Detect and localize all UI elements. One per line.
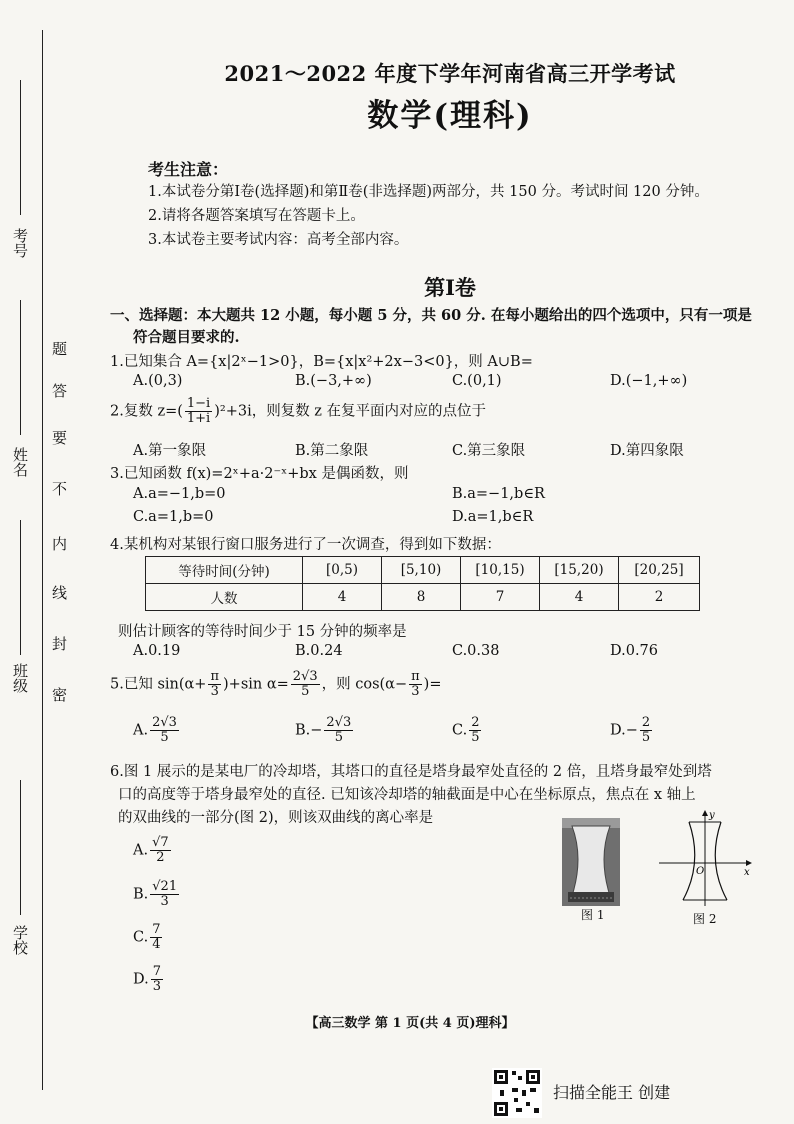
table-cell: [10,15) [461, 557, 540, 584]
frac-den: 5 [641, 730, 651, 745]
q2-fraction [185, 397, 212, 426]
q2-frac-den: 1+i [186, 411, 211, 426]
q4-option-c: C.0.38 [452, 643, 500, 659]
q5-option-d [610, 716, 654, 745]
frac-num: π [210, 669, 220, 684]
option-frac [324, 716, 353, 745]
exam-no-label: 考号 [11, 228, 29, 258]
option-frac [469, 716, 481, 745]
frac-num: 2 [471, 715, 480, 730]
figure-2 [655, 808, 755, 908]
table-cell: 4 [540, 584, 619, 611]
frac-num: 2√3 [152, 715, 177, 730]
table-cell: [20,25] [619, 557, 700, 584]
frac-num: 2√3 [326, 715, 352, 730]
q2-option-c: C.第三象限 [452, 443, 526, 459]
figure-2-caption: 图 2 [693, 912, 717, 926]
q6-option-d [133, 965, 165, 994]
q2-frac-num: 1−i [186, 396, 211, 411]
table-cell: 7 [461, 584, 540, 611]
table-row [146, 584, 700, 611]
table-cell: [5,10) [382, 557, 461, 584]
cooling-tower-photo [562, 818, 620, 906]
q5-value-frac [291, 670, 320, 699]
table-cell: [15,20) [540, 557, 619, 584]
table-cell: 2 [619, 584, 700, 611]
figure-1-caption: 图 1 [581, 908, 605, 922]
q3-stem: 3.已知函数 f(x)=2ˣ+a·2⁻ˣ+bx 是偶函数，则 [110, 466, 409, 482]
section-instruction-cont: 符合题目要求的. [133, 329, 240, 346]
frac-den: 3 [411, 684, 420, 699]
name-blank [20, 300, 21, 435]
q2-option-d: D.第四象限 [610, 443, 684, 459]
q5-pi-frac [409, 670, 422, 699]
option-label: D.− [610, 722, 638, 739]
q2-option-a: A.第一象限 [133, 443, 207, 459]
name-label: 姓名 [11, 447, 29, 477]
table-cell: 4 [303, 584, 382, 611]
frac-den: 5 [471, 730, 480, 745]
q6-option-c [133, 923, 164, 952]
q1-option-c: C.(0,1) [452, 373, 502, 389]
option-frac [640, 716, 652, 745]
q5-option-a [133, 716, 181, 745]
seal-char: 要 [52, 429, 68, 447]
table-cell: 8 [382, 584, 461, 611]
frac-num: √7 [152, 835, 169, 850]
y-axis-label: y [709, 810, 715, 821]
table-cell: [0,5) [303, 557, 382, 584]
notice-item: 2.请将各题答案填写在答题卡上。 [148, 208, 365, 224]
frac-den: 3 [210, 684, 219, 699]
page-footer: 【高三数学 第 1 页(共 4 页)理科】 [305, 1016, 515, 1031]
origin-label: O [696, 866, 705, 877]
frac-num: 2√3 [292, 669, 318, 684]
q1-option-b: B.(−3,+∞) [295, 373, 372, 389]
section-instruction: 一、选择题：本大题共 12 小题，每小题 5 分，共 60 分. 在每小题给出的四个选项中，只有一项是 [110, 307, 752, 324]
frac-num: 7 [152, 964, 161, 979]
frac-num: 7 [152, 922, 161, 937]
seal-char: 线 [52, 584, 68, 602]
q4-question: 则估计顾客的等待时间少于 15 分钟的频率是 [118, 624, 407, 640]
q5-pi-frac [208, 670, 221, 699]
q1-option-d: D.(−1,+∞) [610, 373, 688, 389]
option-frac [150, 923, 162, 952]
seal-char: 答 [52, 382, 68, 400]
class-label: 班级 [11, 663, 29, 693]
frac-den: 3 [160, 894, 169, 909]
frac-den: 4 [152, 937, 161, 952]
exam-no-blank [20, 80, 21, 215]
option-frac [150, 716, 179, 745]
q3-option-a: A.a=−1,b=0 [133, 486, 226, 502]
frac-den: 5 [301, 684, 310, 699]
seal-char: 内 [52, 535, 68, 553]
school-label: 学校 [11, 925, 29, 955]
seal-line [42, 30, 43, 1090]
notice-item: 1.本试卷分第Ⅰ卷(选择题)和第Ⅱ卷(非选择题)两部分，共 150 分。考试时间 120 分钟。 [148, 184, 709, 200]
option-frac [151, 965, 163, 994]
option-label: A. [133, 842, 149, 859]
section-title: 第Ⅰ卷 [424, 275, 476, 300]
seal-char: 不 [52, 480, 68, 498]
frac-den: 5 [160, 730, 169, 745]
q6-option-b [133, 880, 181, 909]
q5-text: )= [423, 676, 442, 693]
q1-option-a: A.(0,3) [133, 373, 183, 389]
q4-option-a: A.0.19 [133, 643, 181, 659]
q5-text: 5.已知 sin(α+ [110, 676, 207, 693]
frac-num: √21 [152, 879, 178, 894]
q6-line: 6.图 1 展示的是某电厂的冷却塔，其塔口的直径是塔身最窄处直径的 2 倍，且塔身最窄处到塔 [110, 764, 712, 780]
x-axis-label: x [744, 867, 750, 878]
frac-num: 2 [641, 715, 651, 730]
q5-stem [110, 670, 441, 699]
option-label: C. [133, 929, 149, 946]
option-label: C. [452, 722, 468, 739]
q5-option-c [452, 716, 483, 745]
hyperbola-diagram [655, 808, 755, 908]
q1-stem: 1.已知集合 A={x|2ˣ−1>0}，B={x|x²+2x−3<0}，则 A∪B= [110, 354, 533, 370]
binding-strip [0, 0, 70, 1124]
notice-heading: 考生注意： [148, 160, 229, 179]
school-blank [20, 780, 21, 915]
frac-num: π [411, 669, 420, 684]
table-header-row [146, 557, 700, 584]
figure-1 [562, 818, 620, 906]
table-cell: 等待时间(分钟) [146, 557, 303, 584]
option-label: D. [133, 971, 149, 988]
qr-code-icon [492, 1068, 542, 1118]
q4-table [145, 556, 700, 611]
q6-option-a [133, 836, 173, 865]
frac-den: 2 [156, 850, 165, 865]
q6-line: 口的高度等于塔身最窄处的直径. 已知该冷却塔的轴截面是中心在坐标原点，焦点在 x 轴上 [118, 787, 696, 803]
table-cell: 人数 [146, 584, 303, 611]
q2-stem [110, 397, 486, 426]
q6-line: 的双曲线的一部分(图 2)，则该双曲线的离心率是 [118, 810, 434, 826]
seal-char: 题 [52, 340, 68, 358]
notice-item: 3.本试卷主要考试内容：高考全部内容。 [148, 232, 409, 248]
option-label: A. [133, 722, 149, 739]
q4-option-b: B.0.24 [295, 643, 343, 659]
class-blank [20, 520, 21, 655]
option-frac [150, 880, 179, 909]
q5-text: ，则 cos(α− [321, 676, 408, 693]
seal-char: 封 [52, 635, 68, 653]
option-label: B.− [295, 722, 323, 739]
seal-char: 密 [52, 686, 68, 704]
q3-option-d: D.a=1,b∈R [452, 509, 534, 525]
q2-stem-post: )²+3i，则复数 z 在复平面内对应的点位于 [214, 403, 487, 420]
q2-stem-pre: 2.复数 z=( [110, 403, 183, 420]
option-frac [150, 836, 171, 865]
subject-title: 数学(理科) [367, 98, 533, 134]
q5-text: )+sin α= [223, 676, 289, 693]
frac-den: 3 [152, 979, 161, 994]
q5-option-b [295, 716, 355, 745]
q3-option-c: C.a=1,b=0 [133, 509, 214, 525]
exam-title: 2021～2022 年度下学年河南省高三开学考试 [224, 61, 676, 86]
q3-option-b: B.a=−1,b∈R [452, 486, 545, 502]
scanner-watermark: 扫描全能王 创建 [553, 1083, 671, 1102]
q4-stem: 4.某机构对某银行窗口服务进行了一次调查，得到如下数据： [110, 537, 501, 553]
option-label: B. [133, 886, 149, 903]
q2-option-b: B.第二象限 [295, 443, 369, 459]
q4-option-d: D.0.76 [610, 643, 659, 659]
frac-den: 5 [334, 730, 343, 745]
